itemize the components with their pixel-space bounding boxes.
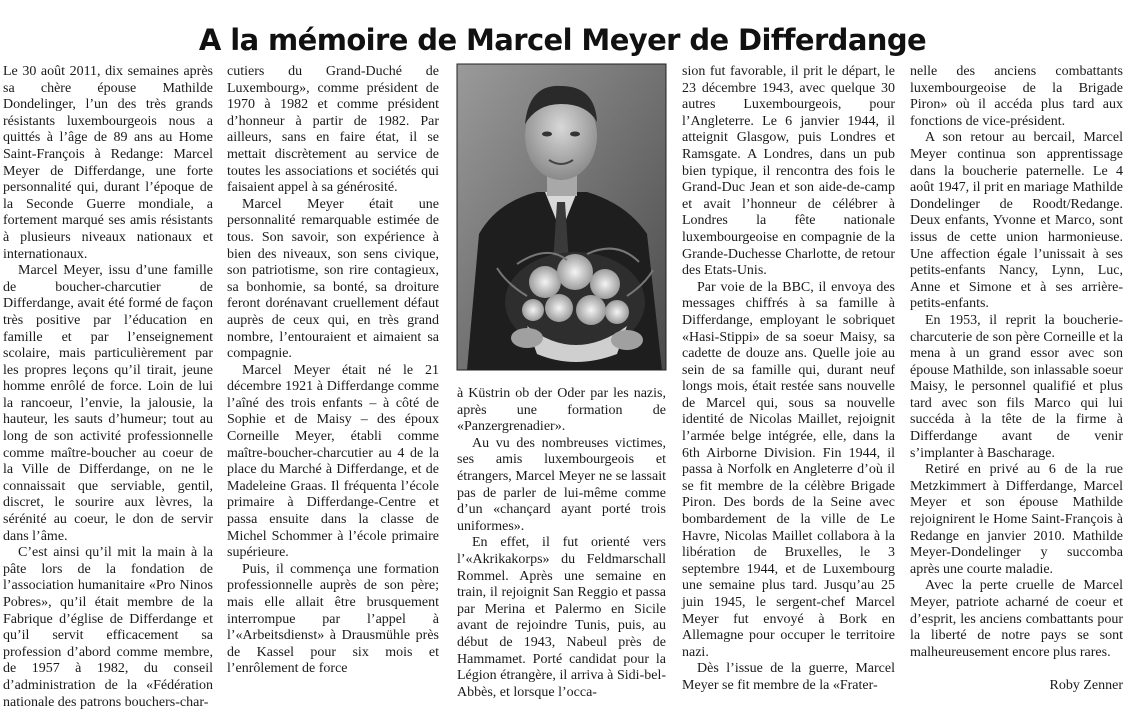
- article-column-2: [227, 64, 439, 696]
- article-column-3: [457, 64, 666, 700]
- paragraph: Le 30 août 2011, dix semaines après sa chère épouse Mathilde Dondelinger, l’un des très grands résistants luxembourgeois nous a quittés à l’âge de 89 ans au Home Saint-François à Redange: Marcel Meyer de Differdange, une forte personnalité qui, durant l’époque de la Seconde Guerre mondiale, a fortement marqué ses amis résistants à plusieurs niveaux nationaux et internationaux.: [3, 64, 213, 262]
- paragraph: En effet, il fut orienté vers l’«Akrikakorps» du Feldmarschall Rommel. Après une semaine en train, il rejoignit San Reggio et passa par Merina et Palermo en Sicile avant de rejoindre Tunis, puis, au début de 1943, Nabeul près de Hammamet. Porté candidat pour la Légion étrangère, il arriva à Sidi-bel-Abbès, et lorsque l’occa-: [457, 535, 666, 700]
- column-3-text: [457, 386, 666, 701]
- paragraph: Par voie de la BBC, il envoya des messages chiffrés à sa famille à Differdange, employant le sobriquet «Hasi-Stippi» de sa soeur Maisy, sa cadette de douze ans. Quelle joie au sein de sa famille qui, durant neuf longs mois, était restée sans nouvelle de Marcel qui, sous sa nouvelle identité de Nicolas Maillet, rejoignit l’armée belge intégrée, elle, dans la 6th Airborne Division. Fin 1944, il passa à Norfolk en Angleterre d’où il se fit membre de la célèbre Brigade Piron. Des bords de la Seine avec bombardement de la ville de Le Havre, Nicolas Maillet collabora à la libération de Bruxelles, le 3 septembre 1944, et de Luxembourg une semaine plus tard. Jusqu’au 25 juin 1945, le sergent-chef Marcel Meyer fut envoyé à Bork en Allemagne pour occuper le territoire nazi.: [682, 279, 895, 660]
- paragraph: Marcel Meyer, issu d’une famille de boucher-charcutier de Differdange, avait été formé de façon très positive par l’éducation en famille et par l’enseignement scolaire, mais particulièrement par les propres leçons qu’il tirait, jeune homme enrôlé de force. Loin de lui la rancoeur, l’envie, la jalousie, la hauteur, les sauts d’humeur; tout au long de son activité professionnelle comme maître-boucher au coeur de la Ville de Differdange, on ne le connaissait que serviable, gentil, discret, le sourire aux lèvres, la sérénité au coeur, le don de servir dans l’âme.: [3, 263, 213, 544]
- paragraph: C’est ainsi qu’il mit la main à la pâte lors de la fondation de l’association humanitaire «Pro Ninos Pobres», qu’il était membre de la Fabrique d’église de Differdange et qu’il servit efficacement sa profession d’abord comme membre, de 1957 à 1982, du conseil d’administration de la «Fédération nationale des patrons bouchers-char-: [3, 545, 213, 710]
- paragraph: Puis, il commença une formation professionnelle auprès de son père; mais elle allait être brusquement interrompue par l’appel à l’«Arbeitsdienst» à Drausmühle près de Kassel pour six mois et l’enrôlement de force: [227, 561, 439, 677]
- paragraph: Retiré en privé au 6 de la rue Metzkimmert à Differdange, Marcel Meyer et son épouse Mathilde rejoignirent le Home Saint-François à Redange en janvier 2010. Mathilde Meyer-Dondelinger y succomba après une courte maladie.: [910, 462, 1123, 577]
- author-signature: Roby Zenner: [1049, 678, 1123, 693]
- paragraph: nelle des anciens combattants luxembourgeoise de la Brigade Piron» où il accéda plus tard aux fonctions de vice-président.: [910, 64, 1123, 129]
- paragraph: sion fut favorable, il prit le départ, le 23 décembre 1943, avec quelque 30 autres Luxembourgeois, pour l’Angleterre. Le 6 janvier 1944, il atteignit Glasgow, puis Londres et Ramsgate. A Londres, dans un pub bien typique, il rencontra des fois le Grand-Duc Jean et son aide-de-camp et avait l’honneur de célébrer à Londres la fête nationale luxembourgeoise en compagnie de la Grande-Duchesse Charlotte, de retour des Etats-Unis.: [682, 64, 895, 279]
- article-column-5: [910, 64, 1123, 696]
- article-column-1: [3, 64, 213, 710]
- article-headline: A la mémoire de Marcel Meyer de Differdange: [198, 23, 927, 58]
- portrait-photo: [457, 64, 666, 370]
- paragraph: Marcel Meyer était né le 21 décembre 1921 à Differdange comme l’aîné des trois enfants – à côté de Sophie et de Maisy – des époux Corneille Meyer, établi comme maître-boucher-charcutier au 4 de la place du Marché à Differdange, et de Madeleine Graas. Il fréquenta l’école primaire à Differdange-Centre et passa ensuite dans la classe de Michel Schommer à l’école primaire supérieure.: [227, 362, 439, 561]
- paragraph: Avec la perte cruelle de Marcel Meyer, patriote acharné de coeur et d’esprit, les anciens combattants pour la liberté de notre pays se sont malheureusement encore plus rares.: [910, 578, 1123, 660]
- paragraph: cutiers du Grand-Duché de Luxembourg», comme président de 1970 à 1982 et comme président d’honneur à partir de 1982. Par ailleurs, sans en faire état, il se mettait discrètement au service de toutes les associations et sociétés qui faisaient appel à sa générosité.: [227, 64, 439, 196]
- article-column-4: [682, 64, 895, 696]
- paragraph: Dès l’issue de la guerre, Marcel Meyer se fit membre de la «Frater-: [682, 661, 895, 693]
- paragraph: Marcel Meyer était une personnalité remarquable estimée de tous. Son savoir, son expérience à bien des niveaux, son sens civique, son patriotisme, son rire contagieux, sa bonhomie, sa bonté, sa droiture feront dorénavant cruellement défaut auprès de ceux qui, en très grand nombre, l’entouraient et aimaient sa compagnie.: [227, 196, 439, 362]
- portrait-photo-image: [457, 64, 666, 370]
- paragraph: En 1953, il reprit la boucherie-charcuterie de son père Corneille et la mena à un grand essor avec son épouse Mathilde, son inlassable soeur Maisy, le personnel qualifié et plus tard avec son fils Marco qui lui succéda à la tête de la firme à Differdange avant de venir s’implanter à Bascharage.: [910, 312, 1123, 461]
- paragraph: à Küstrin ob der Oder par les nazis, après une formation de «Panzergrenadier».: [457, 386, 666, 435]
- paragraph: Au vu des nombreuses victimes, ses amis luxembourgeois et étrangers, Marcel Meyer ne se lassait pas de parler de lui-même comme d’un «chançard ayant porté trois uniformes».: [457, 435, 666, 534]
- paragraph: A son retour au bercail, Marcel Meyer continua son apprentissage dans la boucherie paternelle. Le 4 août 1947, il prit en mariage Mathilde Dondelinger de Roodt/Redange. Deux enfants, Yvonne et Marco, sont issus de cette union harmonieuse. Une affection égale l’unissait à ses petits-enfants Nancy, Lynn, Luc, Anne et Simone et à ses arrière-petits-enfants.: [910, 130, 1123, 312]
